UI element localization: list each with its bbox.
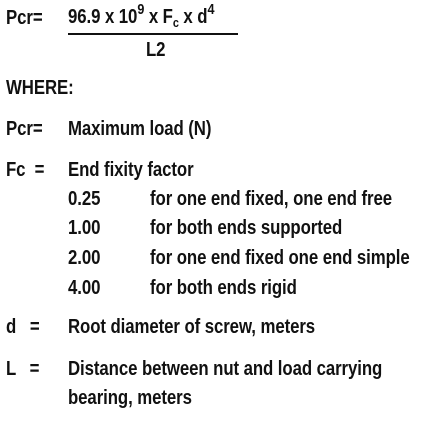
fixity-value: 1.00 [68, 217, 101, 239]
formula-denominator: L2 [146, 39, 166, 61]
formula-numerator [68, 1, 215, 30]
fixity-value: 2.00 [68, 247, 101, 269]
numerator-subscript: c [172, 15, 179, 30]
numerator-factor-d: x d [178, 6, 208, 28]
fixity-value: 4.00 [68, 277, 101, 299]
fixity-desc: for both ends supported [150, 217, 343, 239]
fraction-line [68, 33, 238, 35]
fixity-desc: for one end fixed one end simple [150, 247, 410, 269]
definition-symbol-pcr: Pcr= [6, 118, 43, 140]
definition-symbol-d: d = [6, 316, 40, 338]
definition-text-pcr: Maximum load (N) [68, 118, 212, 140]
where-heading: WHERE: [6, 77, 74, 99]
definition-text-fc: End fixity factor [68, 159, 194, 181]
numerator-coefficient: 96.9 x 10 [68, 6, 138, 28]
definition-text-d: Root diameter of screw, meters [68, 316, 316, 338]
numerator-exponent-2: 4 [207, 1, 215, 18]
formula-lhs: Pcr= [6, 7, 43, 29]
definition-symbol-fc: Fc = [6, 159, 45, 181]
numerator-factor-f: x F [144, 6, 173, 28]
fixity-desc: for one end fixed, one end free [150, 188, 392, 210]
definition-symbol-l: L = [6, 358, 40, 380]
numerator-exponent: 9 [137, 1, 145, 18]
definition-text-l: Distance between nut and load carrying [68, 358, 383, 380]
definition-text-l-continuation: bearing, meters [68, 387, 192, 409]
fixity-value: 0.25 [68, 188, 101, 210]
fixity-desc: for both ends rigid [150, 277, 297, 299]
